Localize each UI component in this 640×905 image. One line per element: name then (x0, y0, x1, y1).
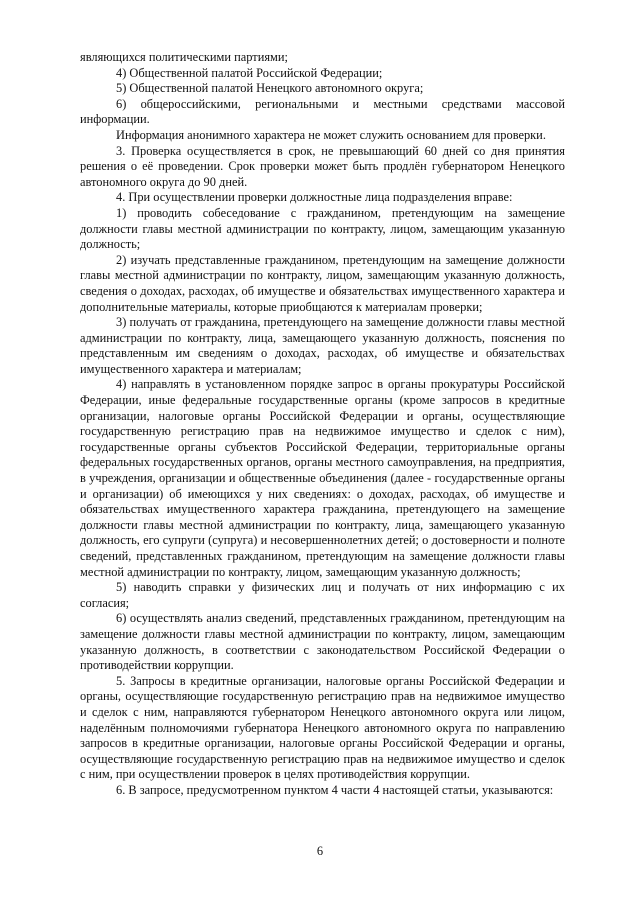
page-number: 6 (316, 844, 324, 858)
paragraph-item-5-public-chamber-nao: 5) Общественной палатой Ненецкого автономного округа; (116, 81, 424, 96)
paragraph-section-4-item-1: 1) проводить собеседование с гражданином, претендующим на замещение должности главы местной администрации по контракту, лицом, замещающим указанную должность; (80, 205, 565, 252)
paragraph-section-4-item-5: 5) наводить справки у физических лиц и получать от них информацию с их согласия; (80, 580, 565, 610)
paragraph-section-6: 6. В запросе, предусмотренном пунктом 4 части 4 настоящей статьи, указываются: (116, 782, 554, 797)
paragraph-section-4-item-3: 3) получать от гражданина, претендующего на замещение должности главы местной администрации по контракту, лица, замещающего указанную должность, пояснения по представленным им сведениям о доходах, расходах, об имуществе и обязательствах имущественного характера и материалам; (80, 315, 565, 376)
paragraph-section-4-item-2: 2) изучать представленные гражданином, претендующим на замещение должности главы местной администрации по контракту, лицом, замещающим указанную должность, сведения о доходах, расходах, об имуществе и обязательствах имущественного характера и дополнительные материалы, которые приобщаются к материалам проверки; (80, 252, 565, 314)
paragraph-item-4-public-chamber-rf: 4) Общественной палатой Российской Федерации; (116, 65, 383, 80)
document-body (80, 50, 565, 799)
paragraph-section-4-item-4: 4) направлять в установленном порядке запрос в органы прокуратуры Российской Федерации, иные федеральные государственные органы (кроме запросов в кредитные организации, налоговые органы Российской Федерации и органы, осуществляющие государственную регистрацию прав на недвижимое имущество и сделок с ним), государственные органы субъектов Российской Федерации, территориальные органы федеральных государственных органов, органы местного самоуправления, на предприятия, в учреждения, организации и общественные объединения (далее - государственные органы и организации) об имеющихся у них сведениях: о доходах, расходах, об имуществе и обязательствах имущественного характера гражданина, претендующего на замещение должности главы местной администрации по контракту, лица, замещающего указанную должность, его супруги (супруга) и несовершеннолетних детей; о достоверности и полноте сведений, представленных гражданином, претендующим на замещение должности главы местной администрации по контракту, лицом, замещающим указанную должность; (80, 377, 565, 579)
paragraph-section-3: 3. Проверка осуществляется в срок, не превышающий 60 дней со дня принятия решения о её проведении. Срок проверки может быть продлён губернатором Ненецкого автономного округа до 90 дней. (80, 143, 565, 189)
paragraph-section-4: 4. При осуществлении проверки должностные лица подразделения вправе: (116, 190, 513, 205)
paragraph-item-6-mass-media: 6) общероссийскими, региональными и местными средствами массовой информации. (80, 96, 565, 127)
paragraph-section-4-item-6: 6) осуществлять анализ сведений, представленных гражданином, претендующим на замещение должности главы местной администрации по контракту, лицом, замещающим указанную должность, в соответствии с законодательством Российской Федерации о противодействии коррупции. (80, 611, 565, 673)
paragraph-section-5: 5. Запросы в кредитные организации, налоговые органы Российской Федерации и органы, осуществляющие государственную регистрацию прав на недвижимое имущество и сделок с ним, направляются губернатором Ненецкого автономного округа или лицом, наделённым полномочиями губернатора Ненецкого автономного округа по направлению запросов в кредитные организации, налоговые органы Российской Федерации и органы, осуществляющие государственную регистрацию прав на недвижимое имущество и сделок с ним, при осуществлении проверок в целях противодействия коррупции. (80, 673, 565, 782)
paragraph-anonymous-info: Информация анонимного характера не может служить основанием для проверки. (116, 127, 546, 142)
paragraph-continuation: являющихся политическими партиями; (80, 50, 288, 64)
